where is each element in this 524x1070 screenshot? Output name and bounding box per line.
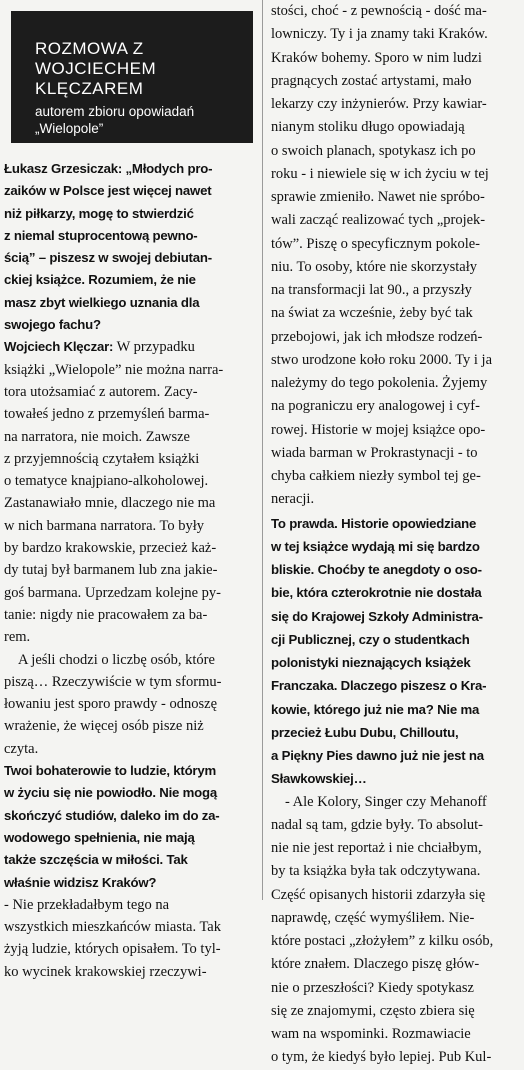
question-line: ckiej książce. Rozumiem, że nie	[4, 272, 196, 288]
answer-line: w nich barmana narratora. To były	[4, 517, 205, 534]
answer-line: tanie: nigdy nie pracowałem za ba-	[4, 606, 208, 623]
answer-line: nie o przeszłości? Kiedy spotykasz	[271, 979, 474, 996]
answer-line: na narratora, nie moich. Zawsze	[4, 428, 190, 445]
question-line: bliskie. Choćby te anegdoty o oso-	[271, 562, 482, 577]
answer-line: które znałem. Dlaczego piszę głów-	[271, 956, 480, 973]
answer-line: - Ale Kolory, Singer czy Mehanoff	[285, 793, 487, 810]
header-title-line: ROZMOWA Z	[35, 39, 144, 58]
header-title-line: KLĘCZAREM	[35, 79, 144, 98]
answer-line: się ze znajomymi, często zbiera się	[271, 1002, 475, 1019]
column-divider	[262, 0, 263, 900]
header-title	[35, 39, 245, 99]
question-line: bie, która czterokrotnie nie dostała	[271, 585, 482, 601]
answer-line: na pograniczu ery analogowej i cyf-	[271, 398, 480, 415]
question-line: To prawda. Historie opowiedziane	[271, 515, 477, 531]
answer-line: tora utożsamiać z autorem. Zacy-	[4, 383, 198, 400]
answer-line: stwo urodzone koło roku 2000. Ty i ja	[271, 351, 493, 368]
answer-line: o tym, że kiedyś było lepiej. Pub Kul-	[271, 1049, 492, 1066]
answer-line: ko wycinek krakowskiej rzeczywi-	[4, 963, 207, 980]
answer-line: - Nie przekładałbym tego na	[4, 896, 170, 913]
answer-line: na świat za wcześnie, żeby być tak	[271, 305, 473, 322]
question-line: Franczaka. Dlaczego piszesz o Kra-	[271, 678, 487, 694]
question-line: a Piękny Pies dawno już nie jest na	[271, 748, 484, 763]
header-subtitle-line: autorem zbioru opowiadań	[35, 104, 195, 119]
answer-line: lowniczy. Ty i ja znamy taki Kraków.	[271, 26, 488, 43]
question-line: także szczęścia w miłości. Tak	[4, 852, 188, 868]
answer-line: rem.	[4, 629, 31, 646]
question-line: Sławkowskiej…	[271, 771, 367, 787]
answer-line: stości, choć - z pewnością - dość ma-	[271, 3, 487, 19]
answer-line	[4, 336, 256, 358]
answer-line: roku - i niewiele się w ich życiu w tej	[271, 165, 489, 182]
question-line: z niemal stuprocentową pewno-	[4, 227, 198, 243]
header-title-line: WOJCIECHEM	[35, 59, 157, 78]
answer-line: nadal są tam, gdzie były. To absolut-	[271, 816, 484, 833]
answer-line: naprawdę, część wymyśliłem. Nie-	[271, 909, 475, 926]
answer-line: dy tutaj był barmanem lub zna jakie-	[4, 562, 218, 579]
question-line: niż piłkarzy, mogę to stwierdzić	[4, 205, 194, 221]
answer-line: sprawie zmieniło. Nawet nie spróbo-	[271, 189, 485, 205]
answer-line: które postaci „złożyłem” z kilku osób,	[271, 933, 494, 949]
question-line: polonistyki nieznających książek	[271, 655, 471, 670]
answer-line: książki „Wielopole” nie można narra-	[4, 361, 224, 378]
answer-line: pragnących zostać artystami, mało	[271, 72, 472, 89]
answer-line: piszą… Rzeczywiście w tym sformu-	[4, 673, 222, 690]
question-line: przecież Łubu Dubu, Chilloutu,	[271, 724, 459, 740]
question-line: wodowego spełnienia, nie mają	[4, 829, 195, 845]
answer-line: żyją ludzie, których opisałem. To tyl-	[4, 941, 221, 958]
answer-line: łowaniu jest sporo prawdy - odnoszę	[4, 696, 218, 713]
answer-line: Część opisanych historii zdarzyła się	[271, 886, 486, 903]
question-line: w tej książce wydają mi się bardzo	[271, 538, 480, 554]
answer-line: czyta.	[4, 740, 39, 757]
answer-line: wali zacząć realizować tych „projek-	[271, 212, 486, 229]
answer-line: o swoich planach, spotykasz ich po	[271, 142, 476, 159]
interview-header-box	[11, 11, 253, 143]
answer-line: A jeśli chodzi o liczbę osób, które	[18, 651, 215, 668]
question-line: ścią” – piszesz w swojej debiutan-	[4, 250, 212, 266]
answer-line: nianym stoliku długo opowiadają	[271, 119, 465, 136]
answer-line: na transformacji lat 90., a przyszły	[271, 282, 472, 298]
answer-text: W przypadku	[113, 339, 195, 356]
question-line: swojego fachu?	[4, 317, 101, 333]
answer-line: towałeś jedno z przemyśleń barma-	[4, 406, 210, 423]
question-line: kowie, którego już nie ma? Nie ma	[271, 701, 480, 717]
question-line: cji Publicznej, czy o studentkach	[271, 631, 470, 647]
answer-line: przebojowi, jak ich młodsze rodzeń-	[271, 328, 483, 345]
answer-line: neracji.	[271, 491, 315, 508]
question-line: w życiu się nie powiodło. Nie mogą	[4, 785, 218, 801]
answer-line: z przyjemnością czytałem książki	[4, 450, 200, 467]
answer-line: nie nie jest reportaż i nie chciałbym,	[271, 840, 482, 856]
left-text-column	[4, 158, 256, 983]
question-line: skończyć studiów, daleko im do za-	[4, 807, 220, 823]
question-line: Twoi bohaterowie to ludzie, którym	[4, 763, 217, 779]
answer-line: należymy do tego pokolenia. Żyjemy	[271, 375, 488, 391]
answer-line: by bardzo krakowskie, przecież każ-	[4, 540, 217, 557]
answer-line: by ta książka była tak odczytywana.	[271, 863, 481, 880]
question-line: Łukasz Grzesiczak: „Młodych pro-	[4, 161, 213, 176]
right-text-column	[271, 0, 521, 1070]
header-subtitle-line: „Wielopole”	[35, 121, 104, 136]
header-subtitle	[35, 103, 245, 137]
answer-line: niu. To osoby, które nie skorzystały	[271, 258, 477, 275]
answer-line: rowej. Historie w mojej książce opo-	[271, 421, 486, 438]
answer-line: Zastanawiało mnie, dlaczego nie ma	[4, 495, 216, 512]
answer-line: tów”. Piszę o specyficznym pokole-	[271, 235, 480, 252]
question-line: właśnie widzisz Kraków?	[4, 874, 157, 890]
answer-line: wam na wspominki. Rozmawiacie	[271, 1026, 471, 1042]
answer-line: wrażenie, że więcej osób pisze niż	[4, 718, 204, 735]
answer-line: goś barmana. Uprzedzam kolejne py-	[4, 584, 222, 601]
answer-line: wiada barman w Prokrastynacji - to	[271, 444, 478, 461]
answer-line: lekarzy czy inżynierów. Przy kawiar-	[271, 96, 487, 112]
answer-line: chyba całkiem niezły symbol tej ge-	[271, 468, 481, 484]
question-line: zaików w Polsce jest więcej nawet	[4, 183, 212, 199]
speaker-name: Wojciech Klęczar:	[4, 339, 114, 355]
answer-line: wszystkich mieszkańców miasta. Tak	[4, 919, 221, 936]
question-line: się do Krajowej Szkoły Administra-	[271, 608, 483, 624]
question-line: masz zbyt wielkiego uznania dla	[4, 294, 200, 310]
answer-line: o tematyce knajpiano-alkoholowej.	[4, 473, 209, 490]
answer-line: Kraków bohemy. Sporo w nim ludzi	[271, 49, 482, 66]
